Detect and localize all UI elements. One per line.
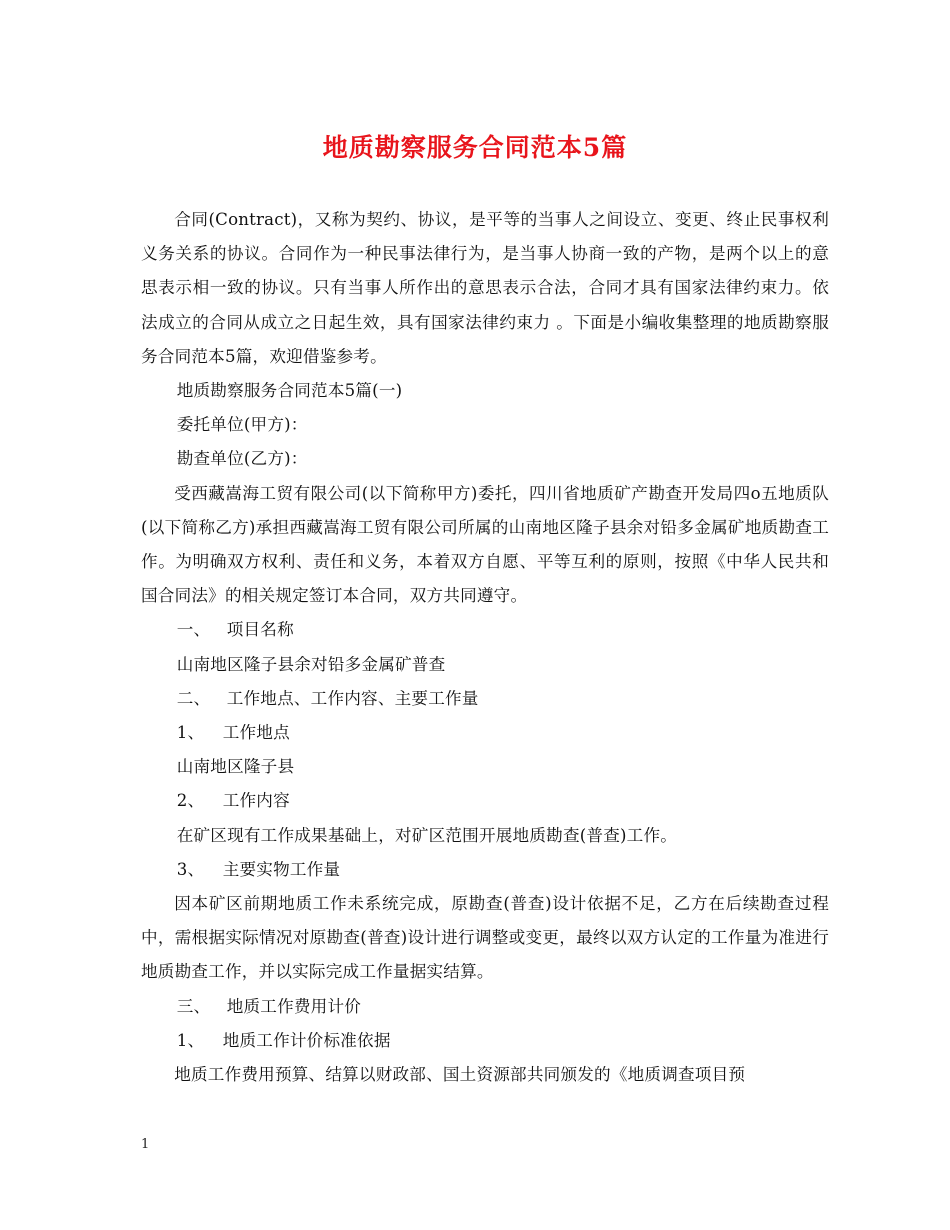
intro-paragraph: 合同(Contract)，又称为契约、协议，是平等的当事人之间设立、变更、终止民事权利义务关系的协议。合同作为一种民事法律行为，是当事人协商一致的产物，是两个以上的意思表示相一致的协议。只有当事人所作出的意思表示合法，合同才具有国家法律约束力。依法成立的合同从成立之日起生效，具有国家法律约束力 。下面是小编收集整理的地质勘察服务合同范本5篇，欢迎借鉴参考。 — [141, 210, 829, 366]
item-number: 2、 — [176, 791, 205, 811]
section-number: 三、 — [176, 996, 211, 1016]
item-heading-3 — [141, 853, 829, 887]
workload-paragraph: 因本矿区前期地质工作未系统完成，原勘查(普查)设计依据不足，乙方在后续勘查过程中，需根据实际情况对原勘查(普查)设计进行调整或变更，最终以双方认定的工作量为准进行地质勘查工作，并以实际完成工作量据实结算。 — [141, 894, 829, 982]
section-number: 二、 — [176, 688, 211, 708]
section-title: 项目名称 — [226, 620, 294, 640]
section-heading-1 — [141, 613, 829, 647]
section-heading-3 — [141, 990, 829, 1024]
item-number: 3、 — [176, 859, 205, 879]
entrust-paragraph: 受西藏嵩海工贸有限公司(以下简称甲方)委托，四川省地质矿产勘查开发局四o五地质队(以下简称乙方)承担西藏嵩海工贸有限公司所属的山南地区隆子县余对铅多金属矿地质勘查工作。为明确双方权利、责任和义务，本着双方自愿、平等互利的原则，按照《中华人民共和国合同法》的相关规定签订本合同，双方共同遵守。 — [141, 483, 829, 606]
document-body — [141, 203, 829, 1092]
party-a-label: 委托单位(甲方)： — [176, 415, 308, 435]
section-heading-2 — [141, 682, 829, 716]
section-number: 一、 — [176, 620, 211, 640]
item-heading-2 — [141, 784, 829, 818]
item-title: 工作内容 — [222, 791, 290, 811]
item-title: 主要实物工作量 — [222, 859, 341, 879]
party-b-label: 勘查单位(乙方)： — [176, 449, 308, 469]
document-title: 地质勘察服务合同范本5篇 — [322, 133, 628, 162]
contract-subtitle: 地质勘察服务合同范本5篇(一) — [176, 381, 403, 401]
section-title: 地质工作费用计价 — [226, 996, 362, 1016]
section-title: 工作地点、工作内容、主要工作量 — [226, 688, 479, 708]
item-title: 地质工作计价标准依据 — [222, 1030, 391, 1050]
page-number: 1 — [141, 1137, 150, 1152]
item-heading-1 — [141, 716, 829, 750]
item-title: 工作地点 — [222, 723, 290, 743]
project-name-text: 山南地区隆子县余对铅多金属矿普查 — [176, 654, 446, 674]
fee-paragraph: 地质工作费用预算、结算以财政部、国土资源部共同颁发的《地质调查项目预 — [174, 1065, 746, 1085]
item-number: 1、 — [176, 723, 205, 743]
work-content-text: 在矿区现有工作成果基础上，对矿区范围开展地质勘查(普查)工作。 — [176, 825, 678, 845]
location-text: 山南地区隆子县 — [176, 757, 295, 777]
item-heading-4 — [141, 1024, 829, 1058]
item-number: 1、 — [176, 1030, 205, 1050]
